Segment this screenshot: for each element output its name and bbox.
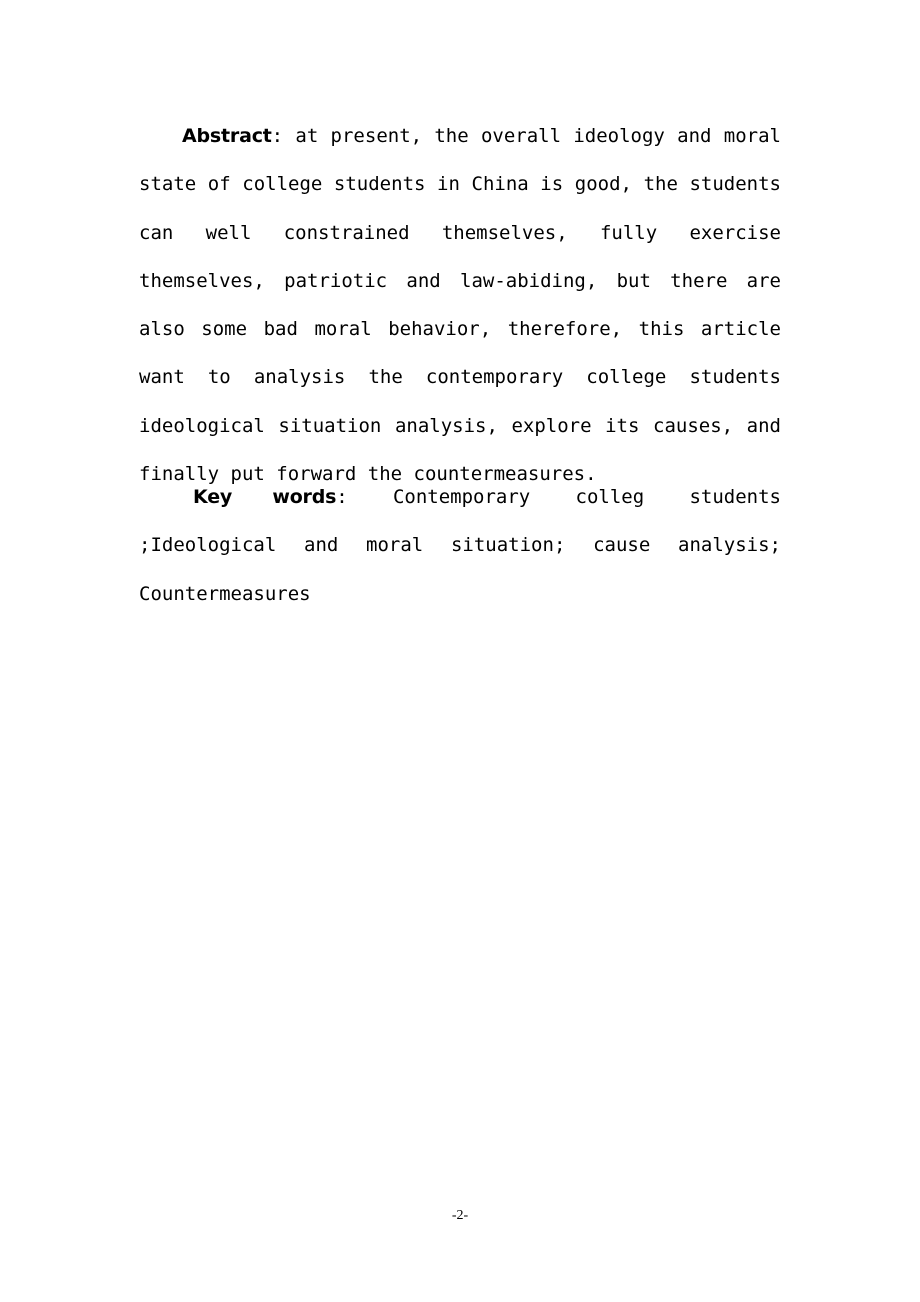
keywords-label: Key words — [193, 486, 337, 508]
abstract-label: Abstract — [182, 125, 272, 147]
keywords-text: : Contemporary colleg students ;Ideological and moral situation; cause analysis; Countermeasures — [139, 486, 781, 605]
keywords-paragraph — [139, 473, 781, 618]
abstract-paragraph — [139, 112, 781, 498]
abstract-text: : at present, the overall ideology and moral state of college students in China is good, the students can well constrained themselves, fully exercise themselves, patriotic and law-abiding, but there are also some bad moral behavior, therefore, this article want to analysis the contemporary college students ideological situation analysis, explore its causes, and finally put forward the countermeasures. — [139, 125, 781, 486]
page-number: -2- — [451, 1208, 469, 1223]
